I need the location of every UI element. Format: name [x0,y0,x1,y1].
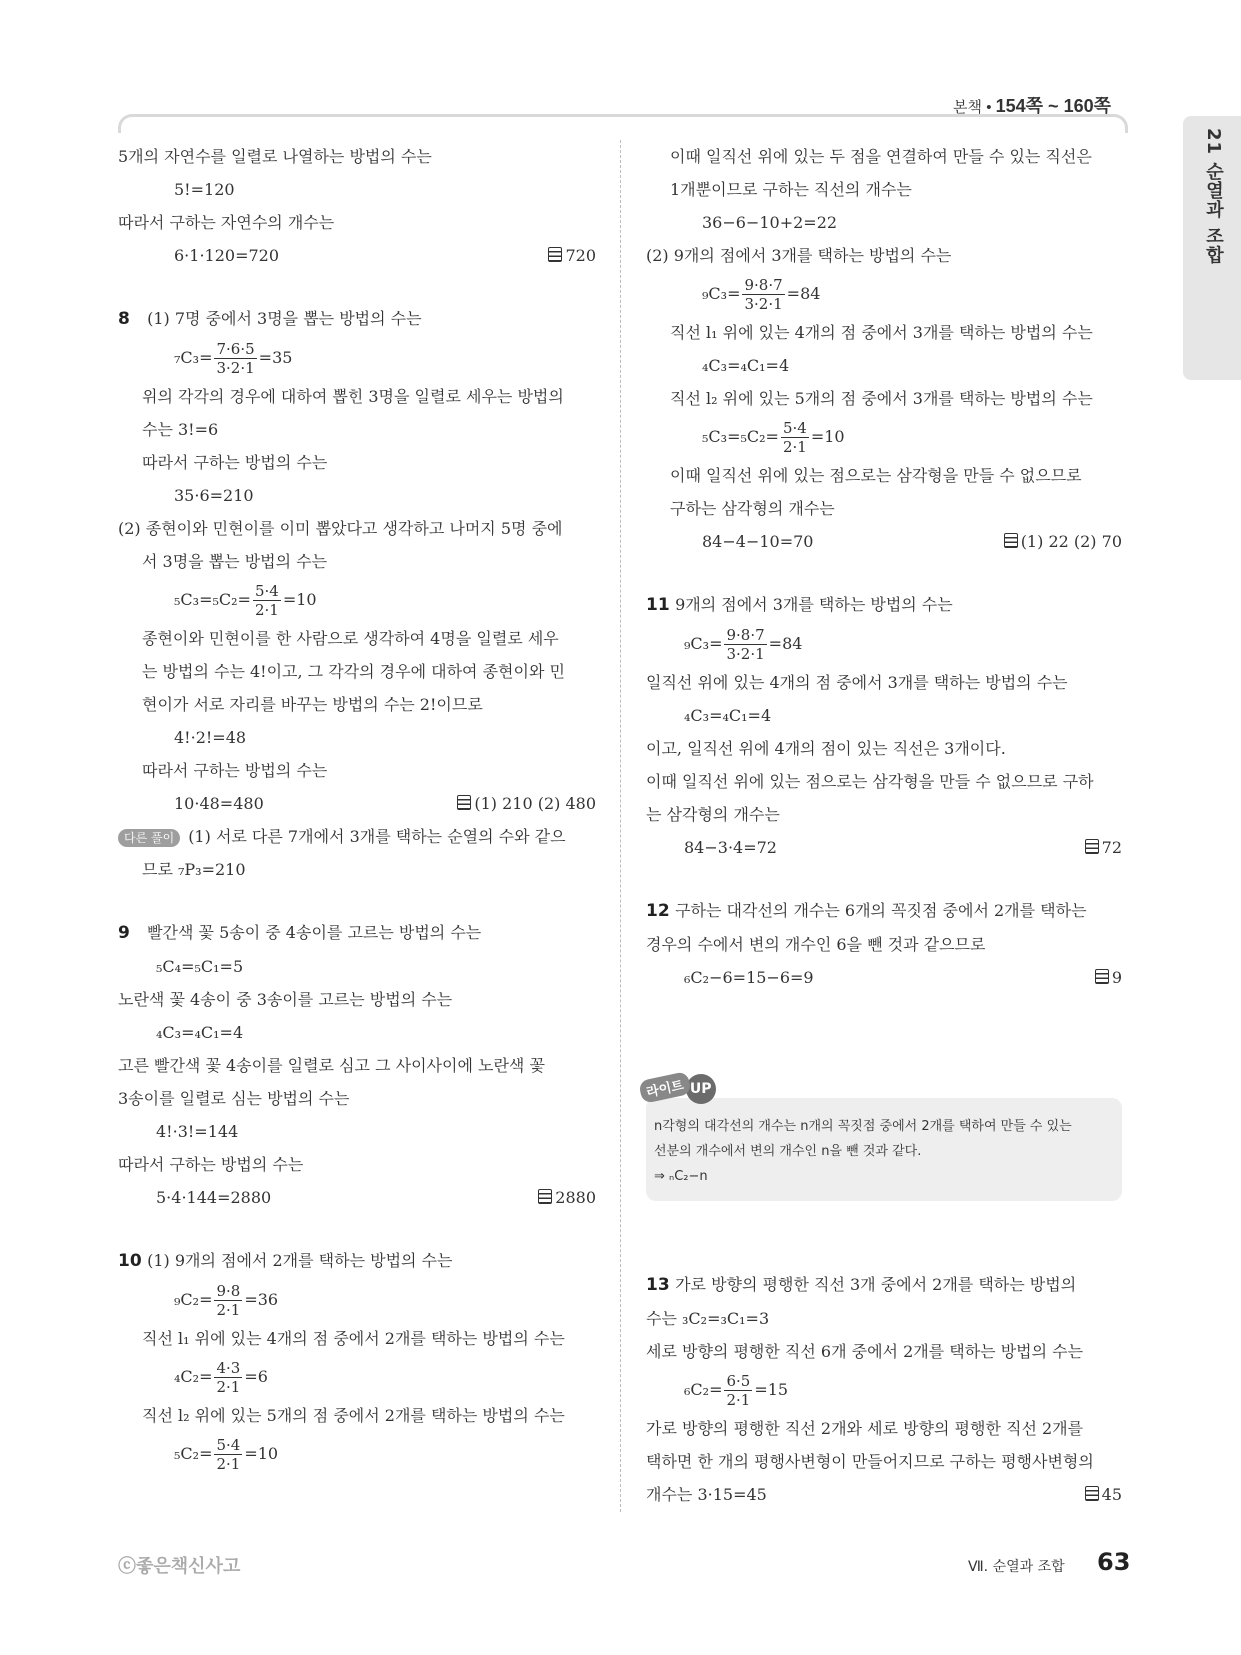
denominator: 2·1 [216,1378,241,1396]
equation-row [118,787,596,820]
answer-value: 45 [1101,1485,1122,1504]
answer [1085,1478,1122,1511]
answer-value: (1) 22 (2) 70 [1020,532,1122,551]
eq-post: =15 [754,1380,789,1399]
page-number: 63 [1097,1548,1131,1576]
eq-pre: ₅C₃=₅C₂= [174,590,251,609]
text-line: 노란색 꽃 4송이 중 3송이를 고르는 방법의 수는 [118,990,453,1009]
fraction [781,419,809,456]
answer [1085,831,1122,864]
problem-12-line [646,894,1122,928]
alt-solution-line [118,820,596,853]
problem-11-line [646,588,1122,622]
answer-icon [457,795,471,810]
text-line: 위의 각각의 경우에 대하여 뽑힌 3명을 일렬로 세우는 방법의 [142,387,564,406]
answer-icon [1095,969,1109,984]
numerator: 7·6·5 [216,340,255,358]
fraction [214,1359,242,1396]
bullet: • [986,99,992,116]
text-line: (1) 7명 중에서 3명을 뽑는 방법의 수는 [147,309,422,328]
equation: 36−6−10+2=22 [702,213,838,232]
answer-value: (1) 210 (2) 480 [474,794,596,813]
publisher-logo: ⓒ좋은책신사고 [118,1556,241,1577]
equation: ₄C₃=₄C₁=4 [684,706,772,725]
fraction-equation [646,1368,1122,1412]
equation: 84−3·4=72 [684,838,777,857]
fraction [214,340,256,377]
answer [538,1181,596,1214]
eq-post: =35 [258,348,293,367]
text-line: 수는 3!=6 [142,420,219,439]
text-line: 가로 방향의 평행한 직선 2개와 세로 방향의 평행한 직선 2개를 [646,1419,1084,1438]
tip-badge-up: UP [686,1074,716,1104]
equation-row [646,961,1122,994]
text-line: 현이가 서로 자리를 바꾸는 방법의 수는 2!이므로 [142,695,483,714]
eq-pre: ₉C₂= [174,1290,213,1309]
fraction-equation [646,272,1122,316]
numerator: 9·8·7 [726,626,765,644]
answer-icon [1004,533,1018,548]
eq-pre: ₄C₂= [174,1367,213,1386]
text-line: 개수는 3·15=45 [646,1485,767,1504]
text-line: 따라서 구하는 방법의 수는 [142,453,328,472]
denominator: 3·2·1 [216,359,255,377]
eq-post: =6 [244,1367,268,1386]
text-line: (1) 서로 다른 7개에서 3개를 택하는 순열의 수와 같으 [188,827,566,846]
answer-value: 720 [565,246,596,265]
fraction [214,1282,242,1319]
text-line: 9개의 점에서 3개를 택하는 방법의 수는 [675,595,953,614]
fraction-equation [118,578,596,622]
text-line: 는 삼각형의 개수는 [646,805,780,824]
problem-number: 8 [118,309,130,329]
text-line: 택하면 한 개의 평행사변형이 만들어지므로 구하는 평행사변형의 [646,1452,1094,1471]
text-line: 이때 일직선 위에 있는 점으로는 삼각형을 만들 수 없으므로 [670,466,1082,485]
problem-number: 12 [646,901,670,921]
answer [1004,525,1122,558]
numerator: 5·4 [216,1436,241,1454]
fraction-equation [646,415,1122,459]
equation-row [118,1181,596,1214]
text-line: 이고, 일직선 위에 4개의 점이 있는 직선은 3개이다. [646,739,1006,758]
text-line: 직선 l₁ 위에 있는 4개의 점 중에서 3개를 택하는 방법의 수는 [670,323,1093,342]
eq-pre: ₅C₃=₅C₂= [702,427,779,446]
answer-value: 9 [1111,968,1122,987]
fraction-equation [118,1278,596,1322]
text-line: 따라서 구하는 자연수의 개수는 [118,213,335,232]
chapter-side-tab-label: 21 순열과 조합 [1203,128,1224,265]
problem-number: 11 [646,595,670,615]
text-line: 일직선 위에 있는 4개의 점 중에서 3개를 택하는 방법의 수는 [646,673,1068,692]
text-line: 빨간색 꽃 5송이 중 4송이를 고르는 방법의 수는 [147,923,482,942]
footer-chapter: Ⅶ. 순열과 조합 [968,1559,1065,1575]
numerator: 5·4 [254,582,279,600]
numerator: 4·3 [216,1359,241,1377]
equation: 84−4−10=70 [702,532,814,551]
tip-line: 선분의 개수에서 변의 개수인 n을 뺀 것과 같다. [654,1144,922,1159]
denominator: 2·1 [254,601,279,619]
column-divider [620,140,621,1512]
problem-number: 9 [118,923,130,943]
text-line: 구하는 삼각형의 개수는 [670,499,835,518]
right-column [646,140,1122,994]
book-label: 본책 [953,99,983,116]
answer-value: 72 [1101,838,1122,857]
tip-badge [640,1074,716,1104]
fraction-equation [118,336,596,380]
text-line: 는 방법의 수는 4!이고, 그 각각의 경우에 대하여 종현이와 민 [142,662,565,681]
equation-row [646,831,1122,864]
text-line: (2) 9개의 점에서 3개를 택하는 방법의 수는 [646,246,952,265]
equation: ₆C₂−6=15−6=9 [684,968,814,987]
tip-formula: ⇒ ₙC₂−n [654,1169,708,1184]
fraction [724,626,766,663]
fraction-equation [118,1355,596,1399]
fraction-equation [118,1432,596,1476]
text-line: 므로 ₇P₃=210 [142,860,246,879]
equation: 5!=120 [174,180,235,199]
eq-pre: ₉C₃= [684,634,723,653]
problem-13-line [646,1268,1122,1302]
denominator: 2·1 [216,1301,241,1319]
equation: 10·48=480 [174,794,264,813]
text-line: 따라서 구하는 방법의 수는 [142,761,328,780]
alt-solution-badge: 다른 풀이 [118,829,180,847]
problem-10-line [118,1244,596,1278]
text-line: 수는 ₃C₂=₃C₁=3 [646,1309,770,1328]
text-line: 가로 방향의 평행한 직선 3개 중에서 2개를 택하는 방법의 [675,1275,1077,1294]
text-line: 따라서 구하는 방법의 수는 [118,1155,304,1174]
tip-badge-label: 라이트 [638,1071,691,1104]
problem-number: 10 [118,1251,142,1271]
denominator: 3·2·1 [726,645,765,663]
text-line: 경우의 수에서 변의 개수인 6을 뺀 것과 같으므로 [646,935,986,954]
text-line: 세로 방향의 평행한 직선 6개 중에서 2개를 택하는 방법의 수는 [646,1342,1084,1361]
eq-post: =10 [282,590,317,609]
numerator: 6·5 [726,1372,751,1390]
equation: ₄C₃=₄C₁=4 [702,356,790,375]
eq-pre: ₉C₃= [702,284,741,303]
numerator: 5·4 [782,419,807,437]
answer-icon [1085,1486,1099,1501]
equation: ₄C₃=₄C₁=4 [156,1023,244,1042]
text-line: 서 3명을 뽑는 방법의 수는 [142,552,328,571]
tip-line: n각형의 대각선의 개수는 n개의 꼭짓점 중에서 2개를 택하여 만들 수 있는 [654,1119,1072,1134]
fraction [742,276,784,313]
problem-9-line [118,916,596,950]
eq-post: =84 [768,634,803,653]
equation: 5·4·144=2880 [156,1188,272,1207]
eq-post: =10 [244,1444,279,1463]
denominator: 2·1 [782,438,807,456]
fraction-equation [646,622,1122,666]
text-line: (1) 9개의 점에서 2개를 택하는 방법의 수는 [147,1251,453,1270]
problem-13 [646,1268,1122,1511]
eq-pre: ₅C₂= [174,1444,213,1463]
denominator: 2·1 [216,1455,241,1473]
answer-value: 2880 [555,1188,596,1207]
answer-icon [538,1189,552,1204]
problem-8-part1 [118,302,596,336]
text-line: 3송이를 일렬로 심는 방법의 수는 [118,1089,350,1108]
denominator: 3·2·1 [744,295,783,313]
left-column [118,140,596,1476]
text-line: 직선 l₁ 위에 있는 4개의 점 중에서 2개를 택하는 방법의 수는 [142,1329,565,1348]
header-rule [118,114,1128,133]
answer [548,239,596,272]
fraction [214,1436,242,1473]
eq-pre: ₆C₂= [684,1380,723,1399]
equation-row [646,1478,1122,1511]
answer [1095,961,1122,994]
text-line: (2) 종현이와 민현이를 이미 뽑았다고 생각하고 나머지 5명 중에 [118,519,563,538]
answer-icon [548,247,562,262]
denominator: 2·1 [726,1391,751,1409]
eq-pre: ₇C₃= [174,348,213,367]
numerator: 9·8·7 [744,276,783,294]
fraction [724,1372,752,1409]
text-line: 종현이와 민현이를 한 사람으로 생각하여 4명을 일렬로 세우 [142,629,559,648]
page-range: 154쪽 ~ 160쪽 [995,96,1111,116]
text-line: 직선 l₂ 위에 있는 5개의 점 중에서 3개를 택하는 방법의 수는 [670,389,1093,408]
problem-number: 13 [646,1275,670,1295]
equation: 6·1·120=720 [174,246,280,265]
text-line: 직선 l₂ 위에 있는 5개의 점 중에서 2개를 택하는 방법의 수는 [142,1406,565,1425]
text-line: 구하는 대각선의 개수는 6개의 꼭짓점 중에서 2개를 택하는 [675,901,1087,920]
text-line: 이때 일직선 위에 있는 점으로는 삼각형을 만들 수 없으므로 구하 [646,772,1094,791]
numerator: 9·8 [216,1282,241,1300]
text-line: 고른 빨간색 꽃 4송이를 일렬로 심고 그 사이사이에 노란색 꽃 [118,1056,545,1075]
answer-icon [1085,839,1099,854]
text-line: 1개뿐이므로 구하는 직선의 개수는 [670,180,912,199]
equation: 4!·2!=48 [174,728,247,747]
text-line: 이때 일직선 위에 있는 두 점을 연결하여 만들 수 있는 직선은 [670,147,1092,166]
equation: ₅C₄=₅C₁=5 [156,957,244,976]
equation: 35·6=210 [174,486,254,505]
eq-post: =36 [244,1290,279,1309]
eq-post: =84 [786,284,821,303]
tip-text [654,1114,1114,1189]
answer [457,787,596,820]
eq-post: =10 [810,427,845,446]
equation-row [646,525,1122,558]
equation-row [118,239,596,272]
text-line: 5개의 자연수를 일렬로 나열하는 방법의 수는 [118,147,432,166]
fraction [253,582,281,619]
equation: 4!·3!=144 [156,1122,239,1141]
